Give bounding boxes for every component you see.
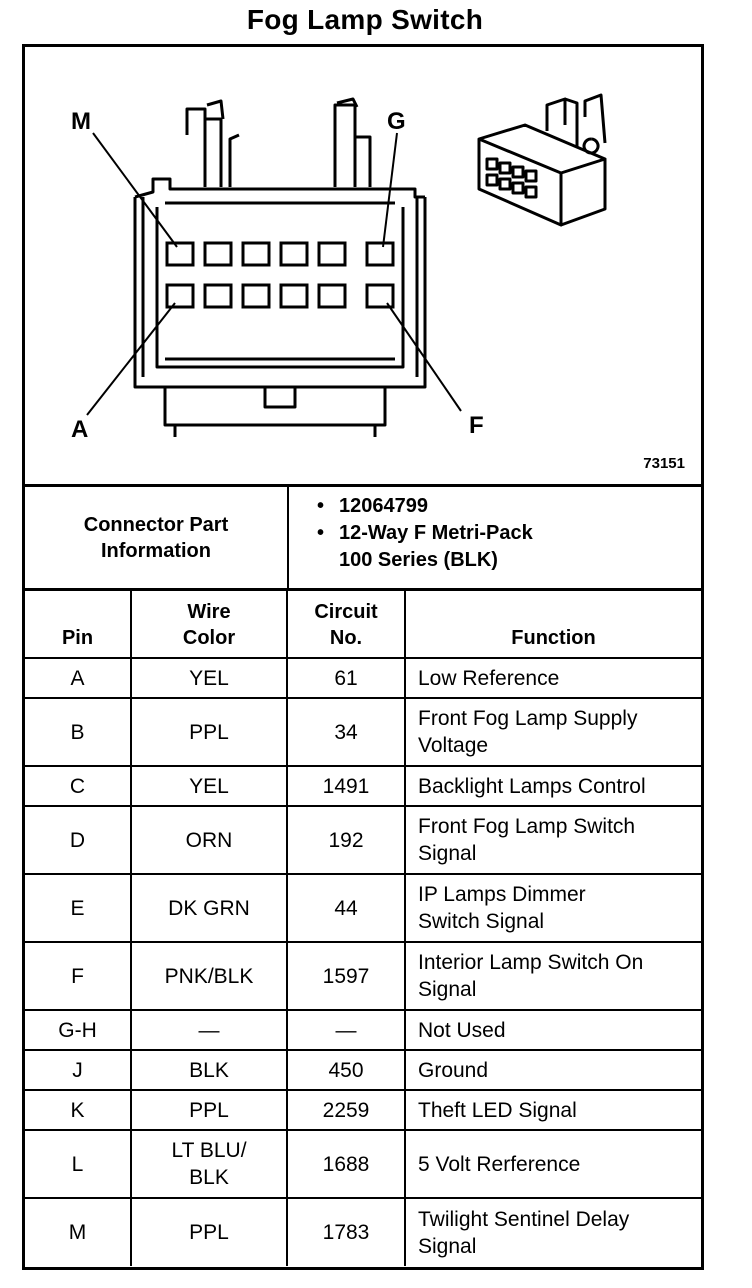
function-header: Function <box>405 591 701 658</box>
function-cell: Not Used <box>405 1010 701 1050</box>
pinout-table <box>25 591 701 1266</box>
wire-color-cell: PNK/BLK <box>131 942 287 1010</box>
pin-cell: M <box>25 1198 131 1266</box>
circuit-header: Circuit No. <box>287 591 405 658</box>
wire-color-cell: DK GRN <box>131 874 287 942</box>
divider <box>25 484 701 487</box>
pin-cell: K <box>25 1090 131 1130</box>
divider <box>287 487 289 591</box>
connector-info-label-line1: Connector Part <box>83 514 229 536</box>
pin-cell: G-H <box>25 1010 131 1050</box>
table-row <box>25 1010 701 1050</box>
callout-a: A <box>71 416 89 443</box>
circuit-cell: 2259 <box>287 1090 405 1130</box>
circuit-cell: 61 <box>287 658 405 698</box>
wire-color-cell: BLK <box>131 1050 287 1090</box>
pin-cell: F <box>25 942 131 1010</box>
pin-cell: E <box>25 874 131 942</box>
wire-color-cell: YEL <box>131 658 287 698</box>
wire-color-cell: YEL <box>131 766 287 806</box>
table-row <box>25 1130 701 1198</box>
function-cell: Interior Lamp Switch On Signal <box>405 942 701 1010</box>
connector-series: 100 Series (BLK) <box>339 549 498 571</box>
pin-cell: L <box>25 1130 131 1198</box>
page-title: Fog Lamp Switch <box>246 4 484 35</box>
pin-cell: A <box>25 658 131 698</box>
wire-color-header: Wire Color <box>131 591 287 658</box>
pin-cell: J <box>25 1050 131 1090</box>
function-cell: Front Fog Lamp Supply Voltage <box>405 698 701 766</box>
table-row <box>25 806 701 874</box>
pin-cell: D <box>25 806 131 874</box>
circuit-cell: 1491 <box>287 766 405 806</box>
pin-header: Pin <box>25 591 131 658</box>
connector-info-list <box>311 493 533 574</box>
table-row <box>25 1198 701 1266</box>
table-row <box>25 1090 701 1130</box>
figure-number: 73151 <box>643 455 685 472</box>
table-row <box>25 1050 701 1090</box>
table-header-row <box>25 591 701 658</box>
callout-g: G <box>387 108 406 135</box>
part-number: • 12064799 <box>311 493 533 520</box>
function-cell: Theft LED Signal <box>405 1090 701 1130</box>
function-cell: Low Reference <box>405 658 701 698</box>
table-row <box>25 658 701 698</box>
pinout-rows <box>25 658 701 1266</box>
function-cell: Backlight Lamps Control <box>405 766 701 806</box>
function-cell: IP Lamps Dimmer Switch Signal <box>405 874 701 942</box>
circuit-cell: 1688 <box>287 1130 405 1198</box>
connector-info-label <box>25 488 287 588</box>
circuit-cell: 44 <box>287 874 405 942</box>
pin-cell: B <box>25 698 131 766</box>
circuit-cell: 1783 <box>287 1198 405 1266</box>
wire-color-cell: PPL <box>131 698 287 766</box>
function-cell: Front Fog Lamp Switch Signal <box>405 806 701 874</box>
callout-f: F <box>469 412 484 439</box>
circuit-cell: 450 <box>287 1050 405 1090</box>
wire-color-cell: LT BLU/ BLK <box>131 1130 287 1198</box>
table-row <box>25 874 701 942</box>
wire-color-cell: — <box>131 1010 287 1050</box>
connector-face-diagram <box>25 47 701 484</box>
connector-sheet <box>22 44 704 1270</box>
wire-color-cell: PPL <box>131 1090 287 1130</box>
wire-color-cell: ORN <box>131 806 287 874</box>
circuit-cell: — <box>287 1010 405 1050</box>
function-cell: 5 Volt Rerference <box>405 1130 701 1198</box>
table-row <box>25 942 701 1010</box>
connector-type: • 12-Way F Metri-Pack <box>311 520 533 547</box>
function-cell: Ground <box>405 1050 701 1090</box>
circuit-cell: 1597 <box>287 942 405 1010</box>
circuit-cell: 34 <box>287 698 405 766</box>
function-cell: Twilight Sentinel Delay Signal <box>405 1198 701 1266</box>
pin-cell: C <box>25 766 131 806</box>
wire-color-cell: PPL <box>131 1198 287 1266</box>
circuit-cell: 192 <box>287 806 405 874</box>
connector-info-label-line2: Information <box>101 540 211 562</box>
table-row <box>25 766 701 806</box>
callout-m: M <box>71 108 91 135</box>
connector-isometric-view <box>479 95 605 225</box>
table-row <box>25 698 701 766</box>
